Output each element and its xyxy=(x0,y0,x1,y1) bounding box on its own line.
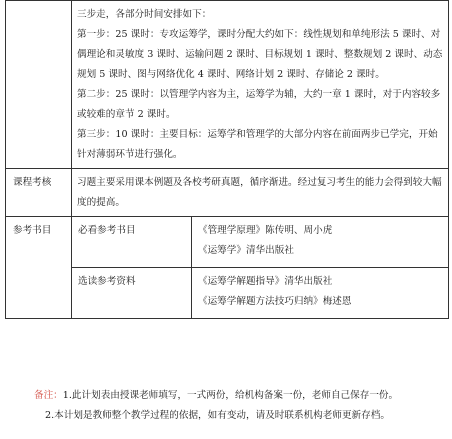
schedule-step-1: 第一步：25 课时：专攻运筹学，课时分配大约如下：线性规划和单纯形法 5 课时、对偶理论和灵敏度 3 课时、运输问题 2 课时、目标规划 1 课时、整数规划 2 课时、动态规划 5 课时、图与网络优化 4 课时、网络计划 2 课时、存储论 2 课时。 xyxy=(77,29,443,80)
schedule-row xyxy=(6,1,449,169)
optional-books-cell xyxy=(192,268,449,319)
remarks-text-1: 1.此计划表由授课老师填写，一式两份，给机构备案一份，老师自己保存一份。 xyxy=(62,390,399,401)
optional-materials-label: 选读参考资料 xyxy=(78,276,136,287)
required-books-label: 必看参考书目 xyxy=(78,225,136,236)
assessment-row xyxy=(6,169,449,217)
assessment-label: 课程考核 xyxy=(13,177,52,188)
references-label-cell xyxy=(6,217,72,319)
assessment-text: 习题主要采用课本例题及各校考研真题，循序渐进。经过复习考生的能力会得到较大幅度的提高。 xyxy=(77,177,442,208)
schedule-step-2: 第二步：25 课时：以管理学内容为主，运筹学为辅，大约一章 1 课时，对于内容较多或较难的章节 2 课时。 xyxy=(77,89,441,120)
required-books-cell xyxy=(192,217,449,268)
schedule-intro: 三步走，各部分时间安排如下： xyxy=(77,9,212,20)
optional-book: 《运筹学解题方法技巧归纳》梅述恩 xyxy=(198,296,352,307)
schedule-step-3: 第三步：10 课时：主要目标：运筹学和管理学的大部分内容在前面两步已学完，开始针对薄弱环节进行强化。 xyxy=(77,129,438,160)
optional-book: 《运筹学解题指导》清华出版社 xyxy=(198,276,333,287)
course-plan-table xyxy=(5,0,449,319)
optional-label-cell xyxy=(72,268,192,319)
references-label: 参考书目 xyxy=(13,225,52,236)
schedule-content-cell xyxy=(72,1,449,169)
remarks-line-2: 2.本计划是教师整个教学过程的依据，如有变动，请及时联系机构老师更新存档。 xyxy=(45,410,390,421)
assessment-content-cell xyxy=(72,169,449,217)
assessment-label-cell xyxy=(6,169,72,217)
required-label-cell xyxy=(72,217,192,268)
remarks xyxy=(34,386,398,426)
references-required-row xyxy=(6,217,449,268)
remarks-line-1 xyxy=(34,386,398,406)
required-book: 《运筹学》清华出版社 xyxy=(198,245,294,256)
remarks-label: 备注： xyxy=(34,390,63,401)
schedule-label-cell xyxy=(6,1,72,169)
required-book: 《管理学原理》陈传明、周小虎 xyxy=(198,225,333,236)
references-optional-row xyxy=(6,268,449,319)
